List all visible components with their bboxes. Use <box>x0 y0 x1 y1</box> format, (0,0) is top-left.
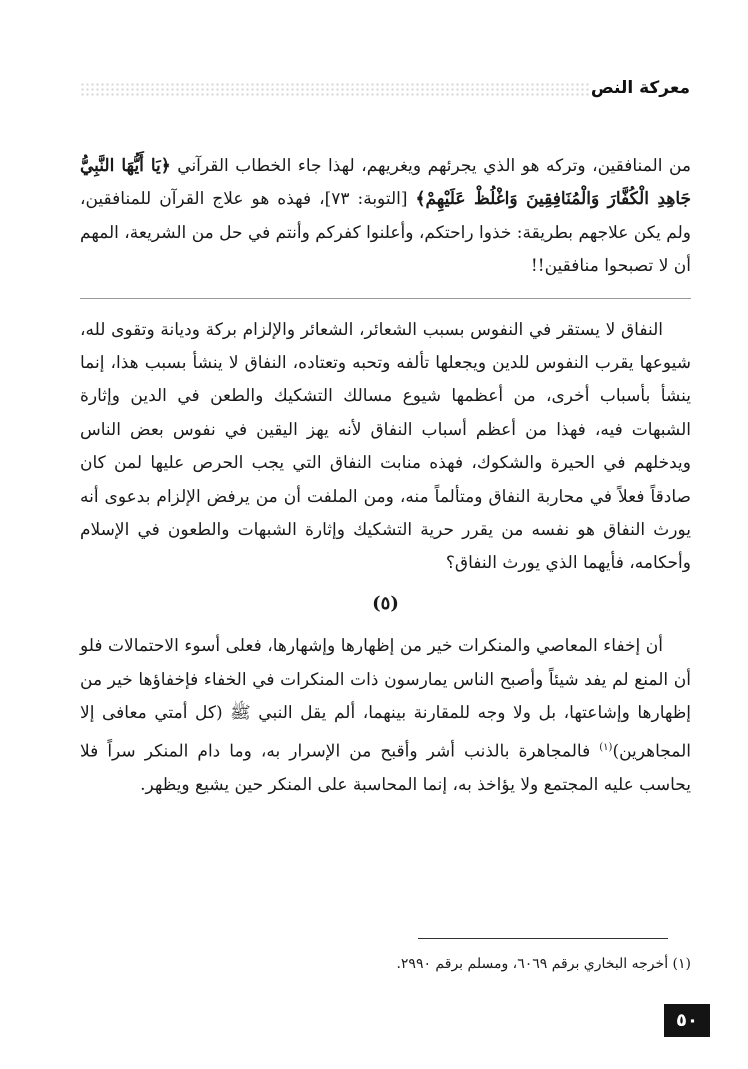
verse-citation: [التوبة: ٧٣]، <box>311 189 416 210</box>
footnote-divider <box>418 938 668 939</box>
header-ornament <box>80 82 590 96</box>
paragraph-3-text-a: أن إخفاء المعاصي والمنكرات خير من إظهارها وإشهارها، فعلى أسوء الاحتمالات فلو أن المنع لم يفد شيئاً وأصبح الناس يمارسون ذات المنكرات في الخفاء فإخفاؤها خير من إظهارها وإشاعتها، بل ولا وجه للمقارنة بينهما، ألم يقل النبي ﷺ (كل أمتي معافى إلا المجاهرين) <box>80 636 691 762</box>
paragraph-3-text-b: فالمجاهرة بالذنب أشر وأقبح من الإسرار به، وما دام المنكر سراً فلا يحاسب عليه المجتمع ولا يؤاخذ به، إنما المحاسبة على المنكر حين يشيع ويظهر. <box>80 741 691 795</box>
page-number <box>664 1004 710 1037</box>
running-title: معركة النص <box>590 78 690 98</box>
section-number: (٥) <box>372 592 399 614</box>
footnote-reference[interactable]: (١) <box>599 741 613 753</box>
paragraph-1-text-b: فهذه هو علاج القرآن للمنافقين، ولم يكن علاجهم بطريقة: خذوا راحتكم، وأعلنوا كفركم وأنتم في حل من الشريعة، المهم أن لا تصبحوا منافقين!! <box>80 189 691 277</box>
page-header <box>80 60 690 104</box>
page-body <box>80 150 691 802</box>
paragraph-1 <box>80 150 691 284</box>
paragraph-1-text-a: من المنافقين، وتركه هو الذي يجرئهم ويغريهم، لهذا جاء الخطاب القرآني <box>170 156 691 176</box>
paragraph-3 <box>80 630 691 802</box>
paragraph-2: النفاق لا يستقر في النفوس بسبب الشعائر، الشعائر والإلزام بركة وديانة وتقوى لله، شيوعها يقرب النفوس للدين ويجعلها تألفه وتحبه وتعتاده، النفاق لا ينشأ بسبب هذا، إنما ينشأ بأسباب أخرى، من أعظمها شيوع مسالك التشكيك والطعن في الدين وإثارة الشبهات فيه، فهذا من أعظم أسباب النفاق لأنه يهز اليقين في نفوس بعض الناس ويدخلهم في الحيرة والشكوك، فهذه منابت النفاق التي يجب الحرص عليها لمن كان صادقاً فعلاً في محاربة النفاق ومتألماً منه، ومن الملفت أن من يرفض الإلزام بدعوى أنه يورث النفاق هو نفسه من يقرر حرية التشكيك وإثارة الشبهات والطعون في الإسلام وأحكامه، فأيهما الذي يورث النفاق؟ <box>80 319 691 574</box>
footnote-text: (١) أخرجه البخاري برقم ٦٠٦٩، ومسلم برقم ٢٩٩٠. <box>396 956 691 972</box>
page-number-label: ٥٠ <box>676 1010 698 1031</box>
paragraph-divider <box>80 298 691 299</box>
quran-verse: ﴿يَا أَيُّهَا النَّبِيُّ جَاهِدِ الْكُفَّارَ وَالْمُنَافِقِينَ وَاغْلُظْ عَلَيْهِمْ﴾ <box>80 156 692 210</box>
